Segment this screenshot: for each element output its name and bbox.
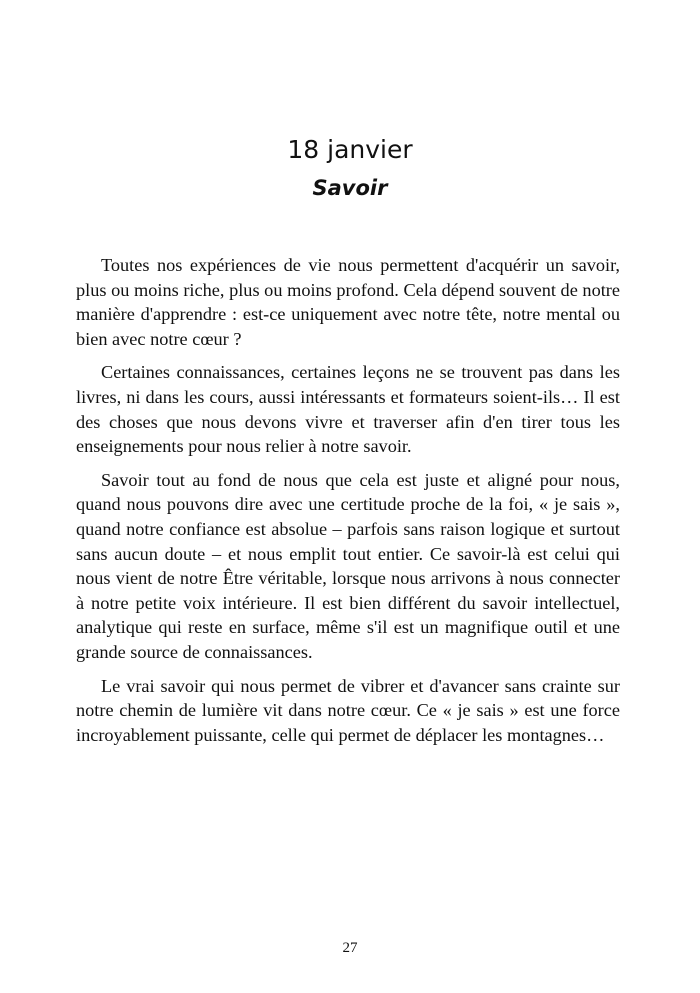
paragraph-3: Savoir tout au fond de nous que cela est juste et aligné pour nous, quand nous pouvons dire avec une certitude proche de la foi, « je sais », quand notre confiance est absolue – parfois sans raison logique et surtout sans aucun doute – et nous emplit tout entier. Ce savoir-là est celui qui nous vient de notre Être véritable, lorsque nous arrivons à nous connecter à notre petite voix intérieure. Il est bien différent du savoir intellectuel, analytique qui reste en surface, même s'il est un magnifique outil et une grande source de connaissances. (76, 469, 620, 662)
body-text (76, 253, 620, 756)
page-subtitle: Savoir (312, 176, 388, 200)
page-number: 27 (342, 940, 358, 956)
paragraph-4: Le vrai savoir qui nous permet de vibrer et d'avancer sans crainte sur notre chemin de lumière vit dans notre cœur. Ce « je sais » est une force incroyablement puissante, celle qui permet de déplacer les montagnes… (76, 675, 620, 745)
page-title: 18 janvier (287, 135, 413, 164)
paragraph-2: Certaines connaissances, certaines leçons ne se trouvent pas dans les livres, ni dans les cours, aussi intéressants et formateurs soient-ils… Il est des choses que nous devons vivre et traverser afin d'en tirer tous les enseignements pour nous relier à notre savoir. (76, 362, 620, 457)
paragraph-1: Toutes nos expériences de vie nous permettent d'acquérir un savoir, plus ou moins riche, plus ou moins profond. Cela dépend souvent de notre manière d'apprendre : est-ce uniquement avec notre tête, notre mental ou bien avec notre cœur ? (76, 255, 620, 349)
